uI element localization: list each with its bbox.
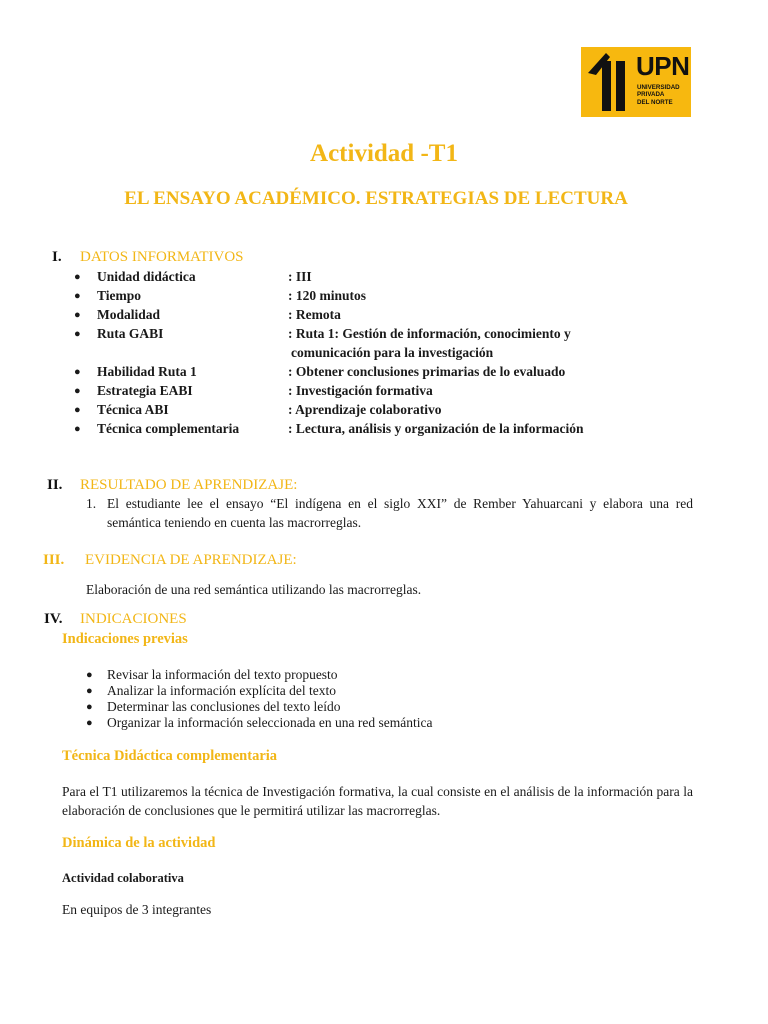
logo-name: UPN (636, 51, 690, 81)
datos-item: ● Técnica complementaria : Lectura, análisis y organización de la información (74, 421, 584, 436)
page-title: Actividad -T1 (310, 140, 458, 167)
list-item: ● Determinar las conclusiones del texto leído (86, 699, 341, 714)
datos-item: ● Habilidad Ruta 1 : Obtener conclusiones primarias de lo evaluado (74, 364, 566, 379)
dinamica-title: Dinámica de la actividad (62, 835, 216, 851)
page-subtitle: EL ENSAYO ACADÉMICO. ESTRATEGIAS DE LECTURA (124, 188, 628, 209)
datos-item: ● Ruta GABI : Ruta 1: Gestión de información, conocimiento y comunicación para la investigación (74, 326, 571, 360)
colaborativa-title: Actividad colaborativa (62, 871, 184, 885)
datos-item: ● Unidad didáctica : III (74, 269, 312, 284)
list-item: ● Organizar la información seleccionada en una red semántica (86, 715, 433, 730)
datos-item: ● Tiempo : 120 minutos (74, 288, 367, 303)
tecnica-text: Para el T1 utilizaremos la técnica de Investigación formativa, la cual consiste en el análisis de la información para la elaboración de conclusiones que le permitirá utilizar las macrorreglas. (62, 784, 693, 818)
evidencia-text: Elaboración de una red semántica utilizando las macrorreglas. (86, 582, 422, 597)
resultado-text: El estudiante lee el ensayo “El indígena en el siglo XXI” de Rember Yahuarcani y elabora una red semántica teniendo en cuenta las macrorreglas. (107, 496, 693, 530)
datos-item: ● Técnica ABI : Aprendizaje colaborativo (74, 402, 442, 417)
indicaciones-previas-title: Indicaciones previas (62, 631, 188, 647)
tecnica-title: Técnica Didáctica complementaria (62, 748, 278, 764)
resultado-number: 1. (86, 496, 97, 511)
datos-list (74, 268, 634, 439)
indicaciones-previas-list (86, 667, 586, 731)
list-item: ● Analizar la información explícita del texto (86, 683, 337, 698)
list-item: ● Revisar la información del texto propuesto (86, 667, 338, 682)
datos-item: ● Modalidad : Remota (74, 307, 341, 322)
upn-emblem-icon (586, 53, 634, 111)
upn-logo (581, 47, 691, 117)
datos-item: ● Estrategia EABI : Investigación formativa (74, 383, 433, 398)
logo-subtitle: UNIVERSIDAD PRIVADA DEL NORTE (637, 84, 680, 106)
equipos-text: En equipos de 3 integrantes (62, 902, 212, 917)
